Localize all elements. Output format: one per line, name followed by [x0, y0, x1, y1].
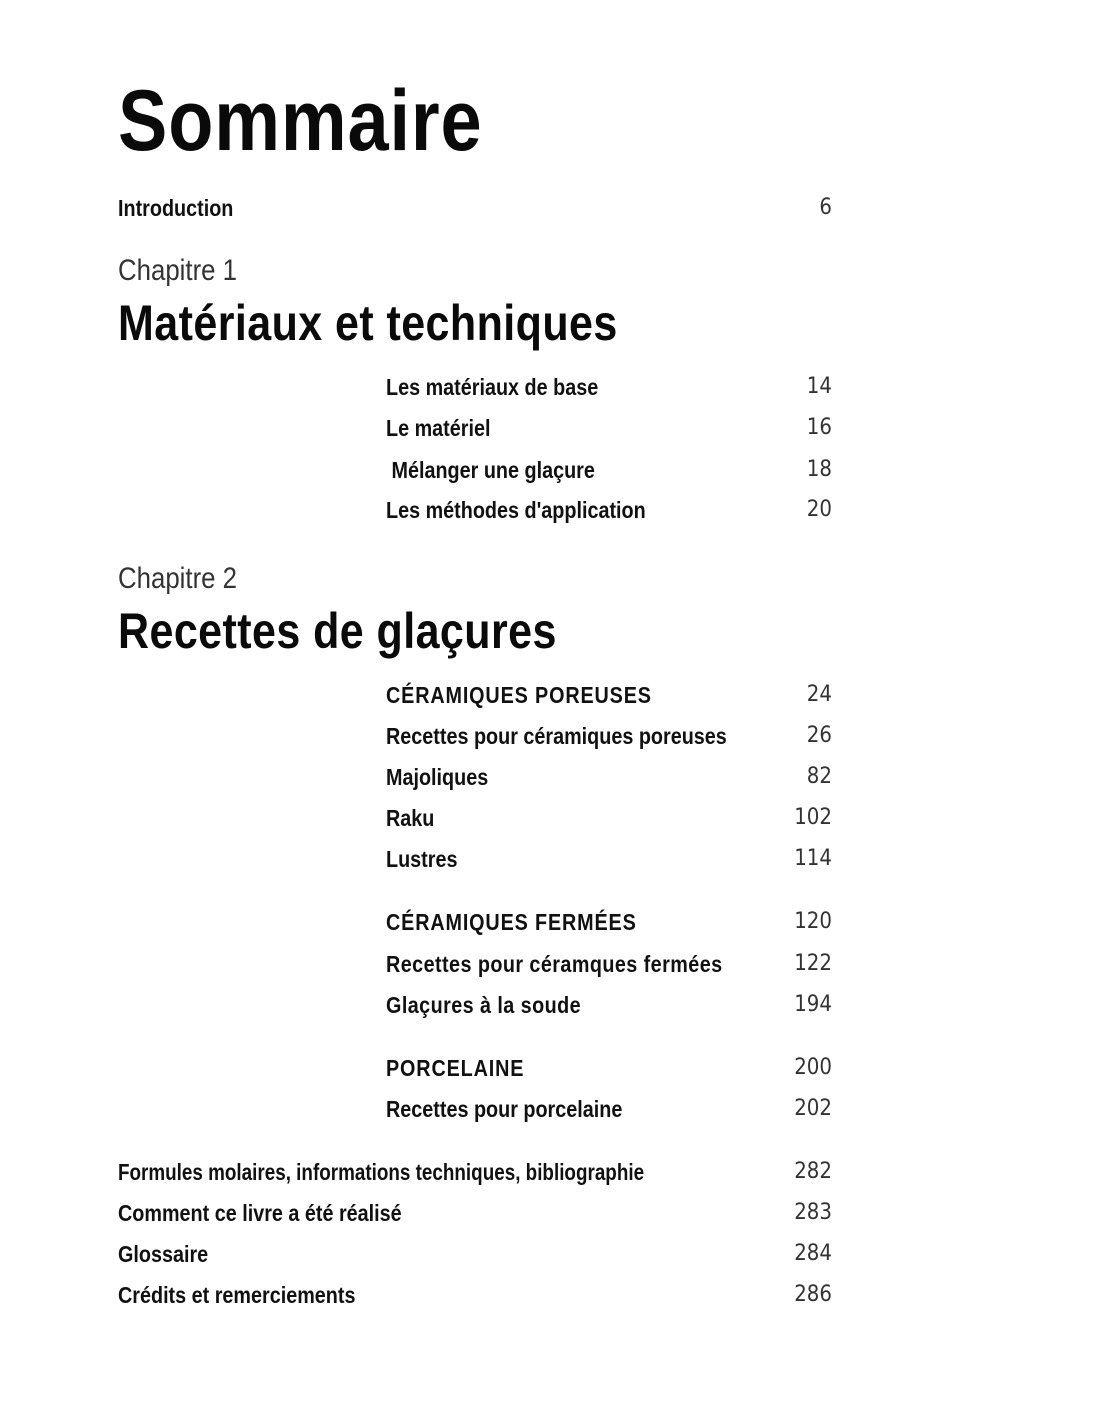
chapter-1-label: Chapitre 1 — [118, 254, 238, 287]
toc-entry-back-matter[interactable] — [118, 1198, 832, 1228]
chapter-2-title: Recettes de glaçures — [118, 603, 557, 659]
entry-label: CÉRAMIQUES POREUSES — [386, 682, 652, 708]
page-title: Sommaire — [118, 73, 483, 169]
entry-page-number: 14 — [806, 374, 832, 399]
toc-section-heading[interactable] — [386, 680, 832, 710]
entry-label: Introduction — [118, 195, 234, 221]
entry-page-number: 200 — [794, 1055, 832, 1080]
entry-label: Glossaire — [118, 1241, 209, 1267]
toc-entry-back-matter[interactable] — [118, 1280, 832, 1310]
entry-label: CÉRAMIQUES FERMÉES — [386, 909, 637, 935]
entry-page-number: 120 — [794, 909, 832, 934]
entry-label: Recettes pour céramques fermées — [386, 951, 723, 977]
toc-entry[interactable] — [386, 949, 832, 979]
entry-label: Recettes pour céramiques poreuses — [386, 723, 727, 749]
toc-entry[interactable] — [386, 990, 832, 1020]
entry-label: Lustres — [386, 846, 458, 872]
chapter-2-label: Chapitre 2 — [118, 562, 238, 595]
entry-page-number: 82 — [806, 764, 832, 789]
entry-page-number: 284 — [794, 1241, 832, 1266]
entry-page-number: 18 — [806, 457, 832, 482]
entry-label: Formules molaires, informations techniques, bibliographie — [118, 1159, 645, 1185]
entry-label: Glaçures à la soude — [386, 992, 582, 1018]
toc-entry[interactable] — [386, 1094, 832, 1124]
entry-page-number: 286 — [794, 1282, 832, 1307]
entry-label: Mélanger une glaçure — [386, 457, 595, 483]
toc-section-heading[interactable] — [386, 907, 832, 937]
entry-page-number: 282 — [794, 1159, 832, 1184]
entry-page-number: 283 — [794, 1200, 832, 1225]
entry-label: PORCELAINE — [386, 1055, 525, 1081]
entry-page-number: 102 — [794, 805, 832, 830]
entry-label: Les matériaux de base — [386, 374, 599, 400]
toc-entry[interactable] — [386, 844, 832, 874]
entry-page-number: 6 — [819, 195, 832, 220]
toc-entry[interactable] — [386, 762, 832, 792]
entry-label: Recettes pour porcelaine — [386, 1096, 623, 1122]
toc-entry[interactable] — [386, 721, 832, 751]
entry-page-number: 122 — [794, 951, 832, 976]
entry-page-number: 20 — [806, 497, 832, 522]
entry-label: Le matériel — [386, 415, 491, 441]
chapter-1-title: Matériaux et techniques — [118, 295, 618, 351]
toc-entry[interactable] — [386, 495, 832, 525]
entry-label: Crédits et remerciements — [118, 1282, 356, 1308]
toc-entry[interactable] — [386, 803, 832, 833]
entry-label: Raku — [386, 805, 435, 831]
entry-page-number: 194 — [794, 992, 832, 1017]
entry-page-number: 114 — [794, 846, 832, 871]
toc-entry[interactable] — [386, 372, 832, 402]
toc-entry-back-matter[interactable] — [118, 1157, 832, 1187]
entry-page-number: 26 — [806, 723, 832, 748]
entry-label: Comment ce livre a été réalisé — [118, 1200, 402, 1226]
entry-page-number: 16 — [806, 415, 832, 440]
entry-label: Majoliques — [386, 764, 489, 790]
toc-section-heading[interactable] — [386, 1053, 832, 1083]
toc-entry-introduction[interactable] — [118, 193, 832, 223]
toc-entry-back-matter[interactable] — [118, 1239, 832, 1269]
entry-page-number: 24 — [806, 682, 832, 707]
toc-entry[interactable] — [386, 455, 832, 485]
toc-entry[interactable] — [386, 413, 832, 443]
entry-page-number: 202 — [794, 1096, 832, 1121]
entry-label: Les méthodes d'application — [386, 497, 646, 523]
